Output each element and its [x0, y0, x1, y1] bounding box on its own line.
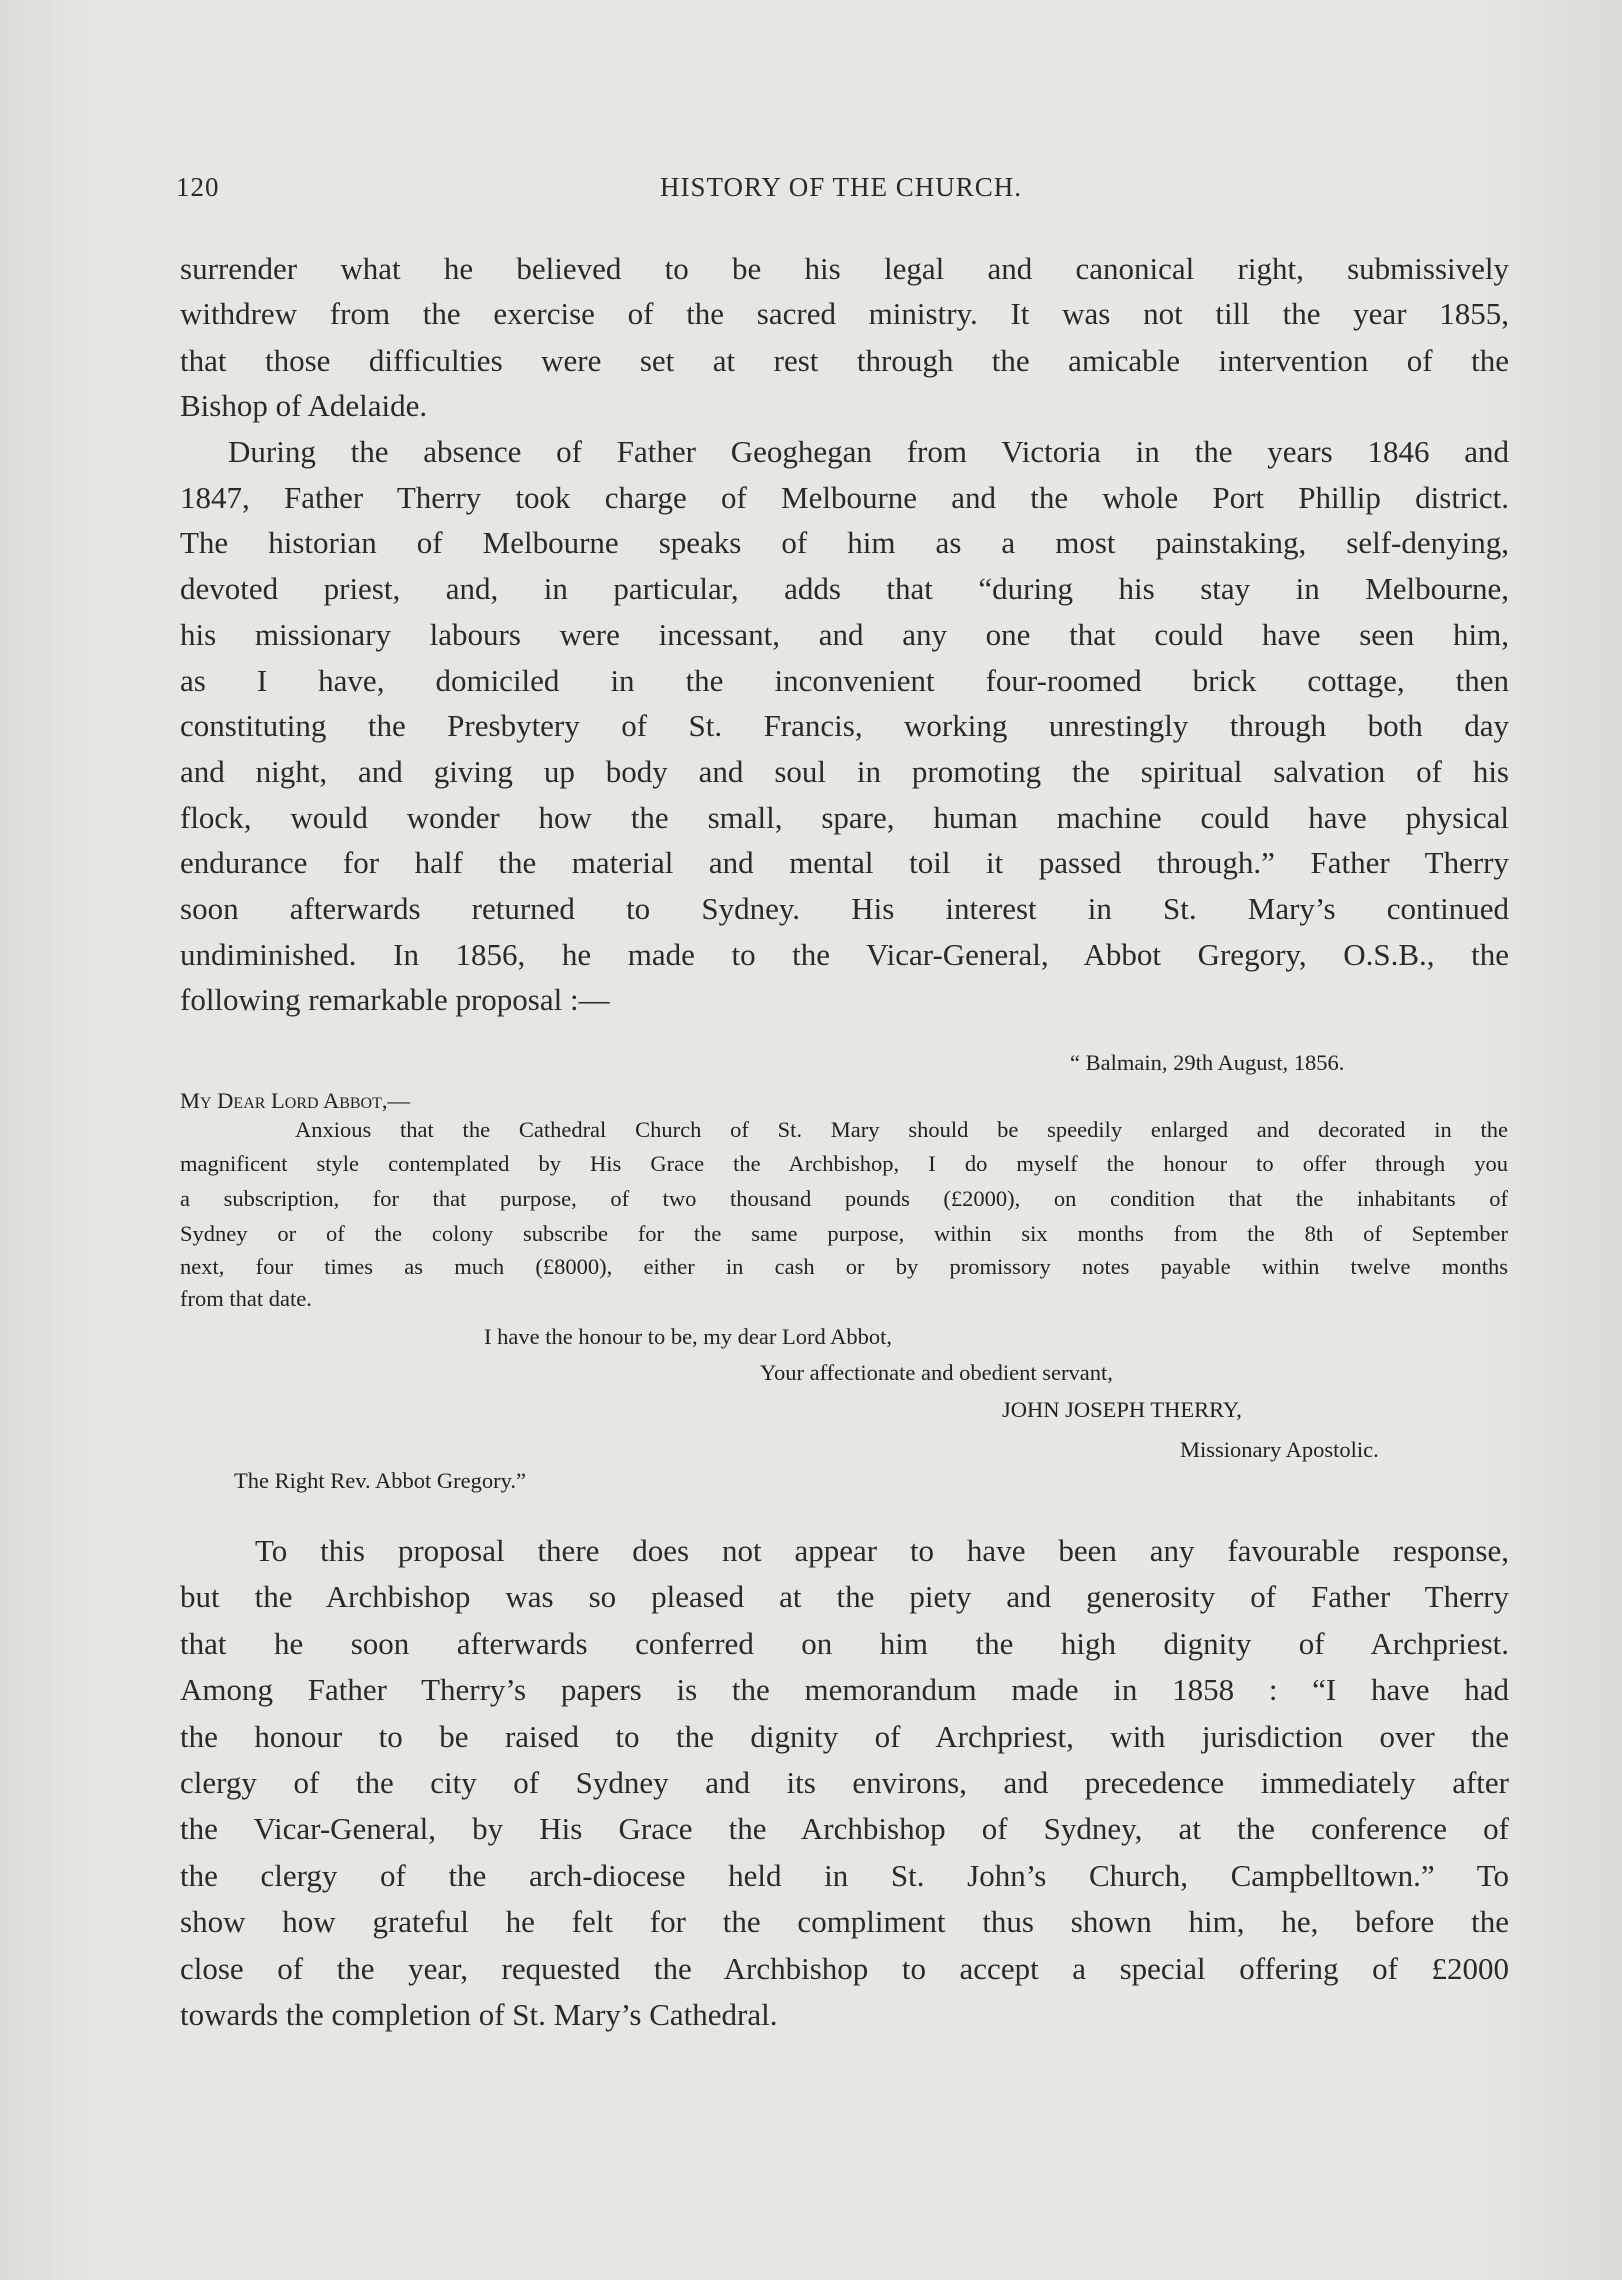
paragraph-1-line: that those difficulties were set at rest through the amicable intervention of the [180, 343, 1509, 378]
letter-signature: JOHN JOSEPH THERRY, [1002, 1397, 1242, 1422]
letter-valediction: Your affectionate and obedient servant, [760, 1360, 1113, 1385]
paragraph-3-line: the Vicar-General, by His Grace the Archbishop of Sydney, at the conference of [180, 1811, 1509, 1847]
paragraph-1-line: Bishop of Adelaide. [180, 388, 428, 423]
letter-addressee: The Right Rev. Abbot Gregory.” [234, 1468, 527, 1493]
letter-body-line: Sydney or of the colony subscribe for the same purpose, within six months from the 8th of September [180, 1221, 1508, 1246]
running-title: HISTORY OF THE CHURCH. [659, 172, 1023, 202]
letter-body-line: from that date. [180, 1286, 312, 1311]
paragraph-1-line: surrender what he believed to be his legal and canonical right, submissively [180, 251, 1509, 286]
letter-body-line: a subscription, for that purpose, of two thousand pounds (£2000), on condition that the inhabitants of [180, 1186, 1508, 1211]
paragraph-2-line: The historian of Melbourne speaks of him as a most painstaking, self-denying, [180, 525, 1509, 561]
paragraph-2-line: 1847, Father Therry took charge of Melbourne and the whole Port Phillip district. [180, 479, 1509, 515]
paragraph-3-line: clergy of the city of Sydney and its environs, and precedence immediately after [180, 1765, 1509, 1800]
paragraph-1-line: withdrew from the exercise of the sacred ministry. It was not till the year 1855, [180, 296, 1509, 331]
paragraph-2-line: flock, would wonder how the small, spare, human machine could have physical [180, 799, 1509, 835]
letter-body-line: next, four times as much (£8000), either in cash or by promissory notes payable within twelve months [180, 1254, 1508, 1279]
letter-body-line: magnificent style contemplated by His Grace the Archbishop, I do myself the honour to offer through you [180, 1151, 1508, 1176]
paragraph-3-line: the clergy of the arch-diocese held in St. John’s Church, Campbelltown.” To [180, 1857, 1509, 1893]
paragraph-2-line: as I have, domiciled in the inconvenient four-roomed brick cottage, then [180, 662, 1509, 698]
paragraph-2-line: undiminished. In 1856, he made to the Vicar-General, Abbot Gregory, O.S.B., the [180, 936, 1509, 972]
letter-body-line: Anxious that the Cathedral Church of St. Mary should be speedily enlarged and decorated in the [295, 1117, 1508, 1142]
page-number: 120 [176, 172, 220, 202]
paragraph-3-line: To this proposal there does not appear to have been any favourable response, [255, 1533, 1509, 1568]
letter-closing: I have the honour to be, my dear Lord Abbot, [484, 1324, 893, 1349]
letter-salutation: My Dear Lord Abbot,— [180, 1088, 411, 1113]
paragraph-2-line: his missionary labours were incessant, and any one that could have seen him, [180, 616, 1509, 652]
letter-dateline: “ Balmain, 29th August, 1856. [1070, 1050, 1345, 1075]
paragraph-3-line: towards the completion of St. Mary’s Cathedral. [180, 1997, 778, 2032]
paragraph-2-line: constituting the Presbytery of St. Francis, working unrestingly through both day [180, 708, 1509, 744]
paragraph-3-line: close of the year, requested the Archbishop to accept a special offering of £2000 [180, 1950, 1509, 1986]
paragraph-2-line: devoted priest, and, in particular, adds that “during his stay in Melbourne, [180, 571, 1509, 607]
paragraph-2-line: and night, and giving up body and soul in promoting the spiritual salvation of his [180, 753, 1509, 789]
paragraph-2-line: soon afterwards returned to Sydney. His interest in St. Mary’s continued [180, 891, 1509, 926]
paragraph-2-line: following remarkable proposal :— [180, 982, 610, 1018]
paragraph-3-line: the honour to be raised to the dignity of Archpriest, with jurisdiction over the [180, 1718, 1509, 1754]
letter-signature-title: Missionary Apostolic. [1180, 1437, 1379, 1462]
paragraph-3-line: that he soon afterwards conferred on him the high dignity of Archpriest. [180, 1625, 1509, 1661]
paragraph-2-line: During the absence of Father Geoghegan from Victoria in the years 1846 and [228, 434, 1509, 469]
paragraph-3-line: but the Archbishop was so pleased at the piety and generosity of Father Therry [180, 1579, 1509, 1615]
paragraph-3-line: Among Father Therry’s papers is the memorandum made in 1858 : “I have had [180, 1672, 1509, 1708]
paragraph-3-line: show how grateful he felt for the compliment thus shown him, he, before the [180, 1904, 1509, 1940]
paragraph-2-line: endurance for half the material and mental toil it passed through.” Father Therry [180, 845, 1509, 881]
